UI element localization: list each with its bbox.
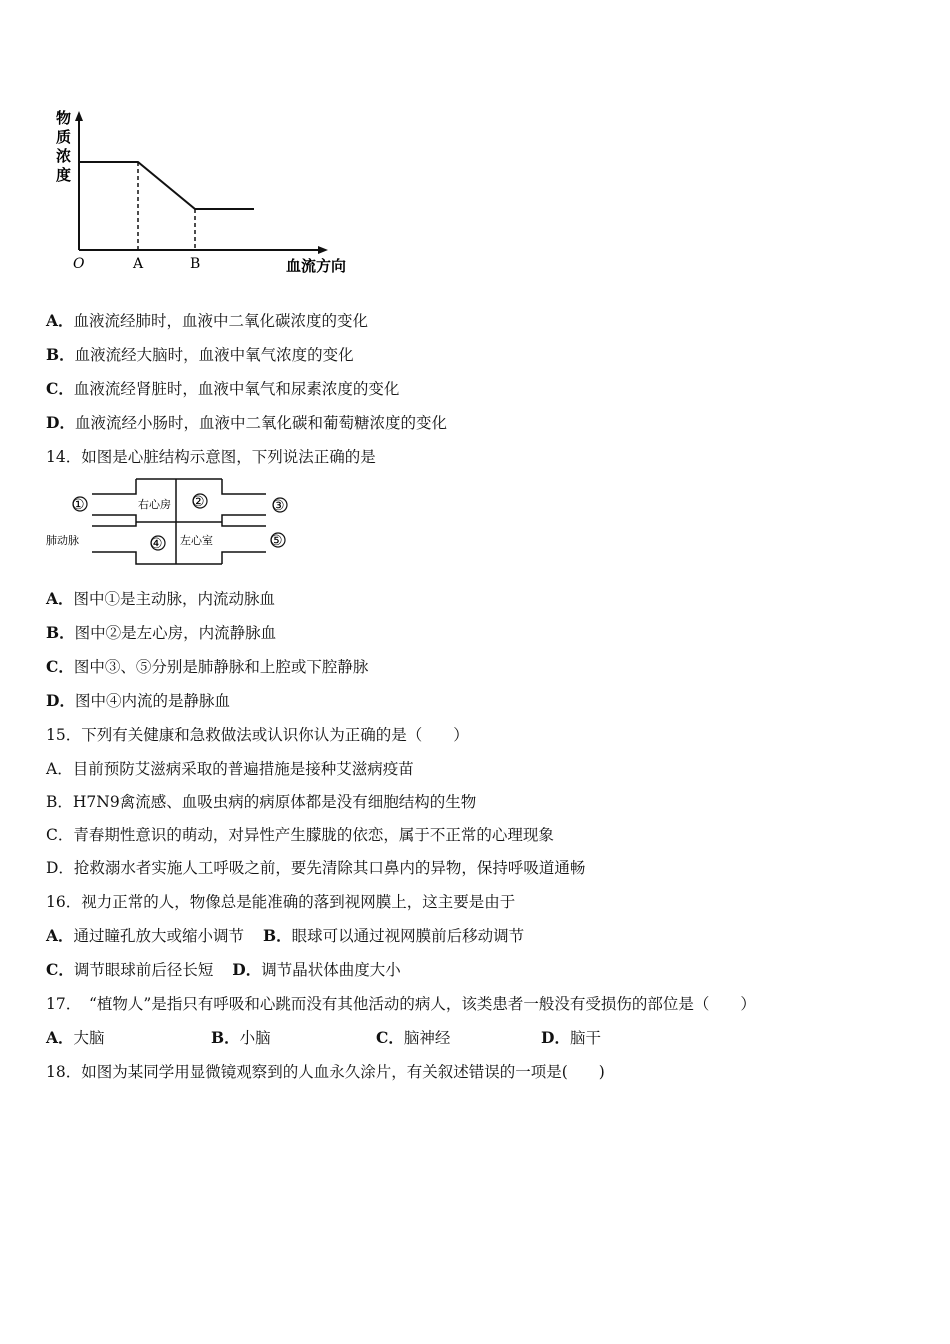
q15-option-d: D．抢救溺水者实施人工呼吸之前，要先清除其口鼻内的异物，保持呼吸道通畅: [46, 859, 586, 877]
graph-x-label: 血流方向: [286, 257, 347, 275]
q16-options-row-1: [46, 926, 524, 946]
graph-y-label-char: 质: [56, 128, 72, 146]
q13-option-d: D．血液流经小肠时，血液中二氧化碳和葡萄糖浓度的变化: [46, 413, 447, 432]
graph-origin-label: O: [73, 256, 85, 272]
graph-y-arrow: [75, 111, 83, 121]
q15-option-a: A．目前预防艾滋病采取的普遍措施是接种艾滋病疫苗: [46, 760, 414, 778]
graph-tick-b: B: [190, 256, 201, 272]
q16-stem: 16．视力正常的人，物像总是能准确的落到视网膜上，这主要是由于: [46, 893, 516, 911]
concentration-graph: [46, 105, 376, 280]
graph-y-label-char: 物: [56, 109, 72, 127]
q14-stem: 14．如图是心脏结构示意图，下列说法正确的是: [46, 448, 376, 466]
q13-option-a: A．血液流经肺时，血液中二氧化碳浓度的变化: [46, 311, 369, 330]
heart-num-2: ②: [192, 494, 205, 510]
q14-option-d: D．图中④内流的是静脉血: [46, 691, 230, 710]
q16-option-b: B．眼球可以通过视网膜前后移动调节: [262, 926, 525, 945]
q16-option-a: A．通过瞳孔放大或缩小调节: [46, 926, 245, 945]
graph-x-arrow: [318, 246, 328, 254]
q17-options-row: [46, 1028, 601, 1048]
q17-option-a: A．大脑: [46, 1028, 105, 1047]
q15-option-c: C．青春期性意识的萌动，对异性产生朦胧的依恋，属于不正常的心理现象: [46, 826, 554, 844]
q16-options-row-2: [46, 960, 401, 980]
q14-option-a: A．图中①是主动脉，内流动脉血: [46, 589, 276, 608]
q17-option-c: C．脑神经: [376, 1028, 451, 1047]
q18-stem: 18．如图为某同学用显微镜观察到的人血永久涂片，有关叙述错误的一项是( ): [46, 1063, 605, 1081]
q17-stem: 17． “植物人”是指只有呼吸和心跳而没有其他活动的病人，该类患者一般没有受损伤的部位是（ ）: [46, 995, 756, 1013]
heart-num-4: ④: [150, 536, 163, 552]
q17-option-d: D．脑干: [541, 1028, 601, 1047]
q15-option-b: B．H7N9禽流感、血吸虫病的病原体都是没有细胞结构的生物: [46, 793, 477, 811]
q14-option-c: C．图中③、⑤分别是肺静脉和上腔或下腔静脉: [46, 657, 369, 676]
q16-option-d: D．调节晶状体曲度大小: [232, 960, 401, 979]
graph-curve: [79, 162, 254, 209]
heart-diagram: [46, 476, 296, 568]
heart-num-1: ①: [72, 497, 85, 513]
heart-right-atrium-label: 右心房: [138, 498, 171, 511]
graph-y-label-char: 度: [56, 166, 72, 184]
graph-y-label-char: 浓: [56, 147, 72, 165]
q16-option-c: C．调节眼球前后径长短: [46, 960, 214, 979]
q13-option-b: B．血液流经大脑时，血液中氧气浓度的变化: [46, 345, 354, 364]
heart-num-5: ⑤: [270, 533, 283, 549]
q17-option-b: B．小脑: [211, 1028, 271, 1047]
heart-left-ventricle-label: 左心室: [180, 534, 213, 547]
q13-option-c: C．血液流经肾脏时，血液中氧气和尿素浓度的变化: [46, 379, 400, 398]
q14-option-b: B．图中②是左心房，内流静脉血: [46, 623, 277, 642]
graph-tick-a: A: [133, 256, 144, 272]
heart-num-3: ③: [272, 498, 285, 514]
q15-stem: 15．下列有关健康和急救做法或认识你认为正确的是（ ）: [46, 726, 469, 744]
heart-pulmonary-artery-label: 肺动脉: [46, 534, 79, 547]
